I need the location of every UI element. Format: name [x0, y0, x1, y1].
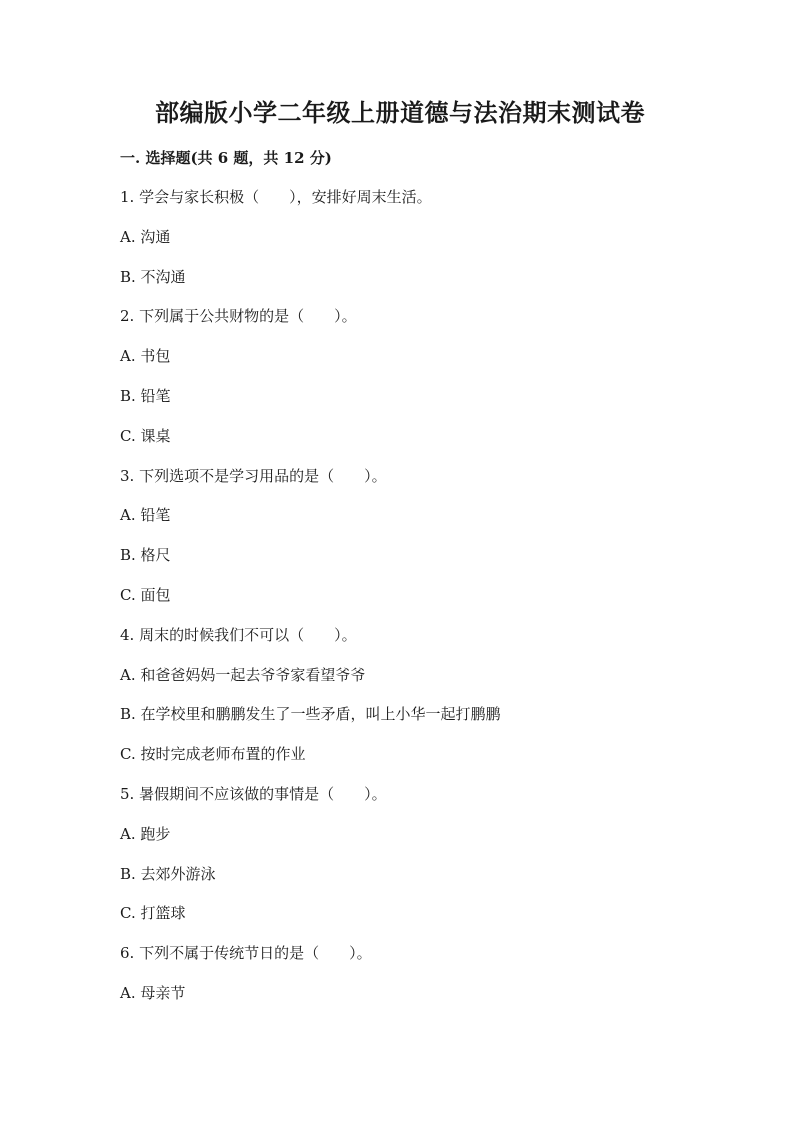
- section-heading: 一. 选择题(共 6 题，共 12 分): [120, 149, 332, 167]
- answer-option: A. 和爸爸妈妈一起去爷爷家看望爷爷: [120, 665, 366, 684]
- answer-option: A. 铅笔: [120, 506, 171, 525]
- answer-option: C. 按时完成老师布置的作业: [120, 745, 306, 764]
- answer-option: A. 母亲节: [120, 983, 186, 1002]
- answer-option: B. 格尺: [120, 546, 171, 565]
- document-title: 部编版小学二年级上册道德与法治期末测试卷: [155, 98, 645, 127]
- question-stem: 2. 下列属于公共财物的是（ ）。: [120, 307, 357, 326]
- answer-option: B. 铅笔: [120, 386, 171, 405]
- answer-option: A. 书包: [120, 347, 171, 366]
- answer-option: B. 去郊外游泳: [120, 864, 216, 883]
- answer-option: C. 打篮球: [120, 904, 186, 923]
- answer-option: B. 在学校里和鹏鹏发生了一些矛盾，叫上小华一起打鹏鹏: [120, 705, 501, 724]
- answer-option: A. 跑步: [120, 824, 171, 843]
- question-stem: 6. 下列不属于传统节日的是（ ）。: [120, 944, 372, 963]
- answer-option: B. 不沟通: [120, 267, 186, 286]
- question-list: [120, 186, 760, 1022]
- answer-option: C. 面包: [120, 585, 171, 604]
- question-stem: 5. 暑假期间不应该做的事情是（ ）。: [120, 784, 387, 803]
- question-stem: 1. 学会与家长积极（ ），安排好周末生活。: [120, 188, 432, 206]
- question-stem: 3. 下列选项不是学习用品的是（ ）。: [120, 466, 387, 485]
- answer-option: A. 沟通: [120, 227, 171, 246]
- question-stem: 4. 周末的时候我们不可以（ ）。: [120, 625, 357, 644]
- answer-option: C. 课桌: [120, 426, 171, 445]
